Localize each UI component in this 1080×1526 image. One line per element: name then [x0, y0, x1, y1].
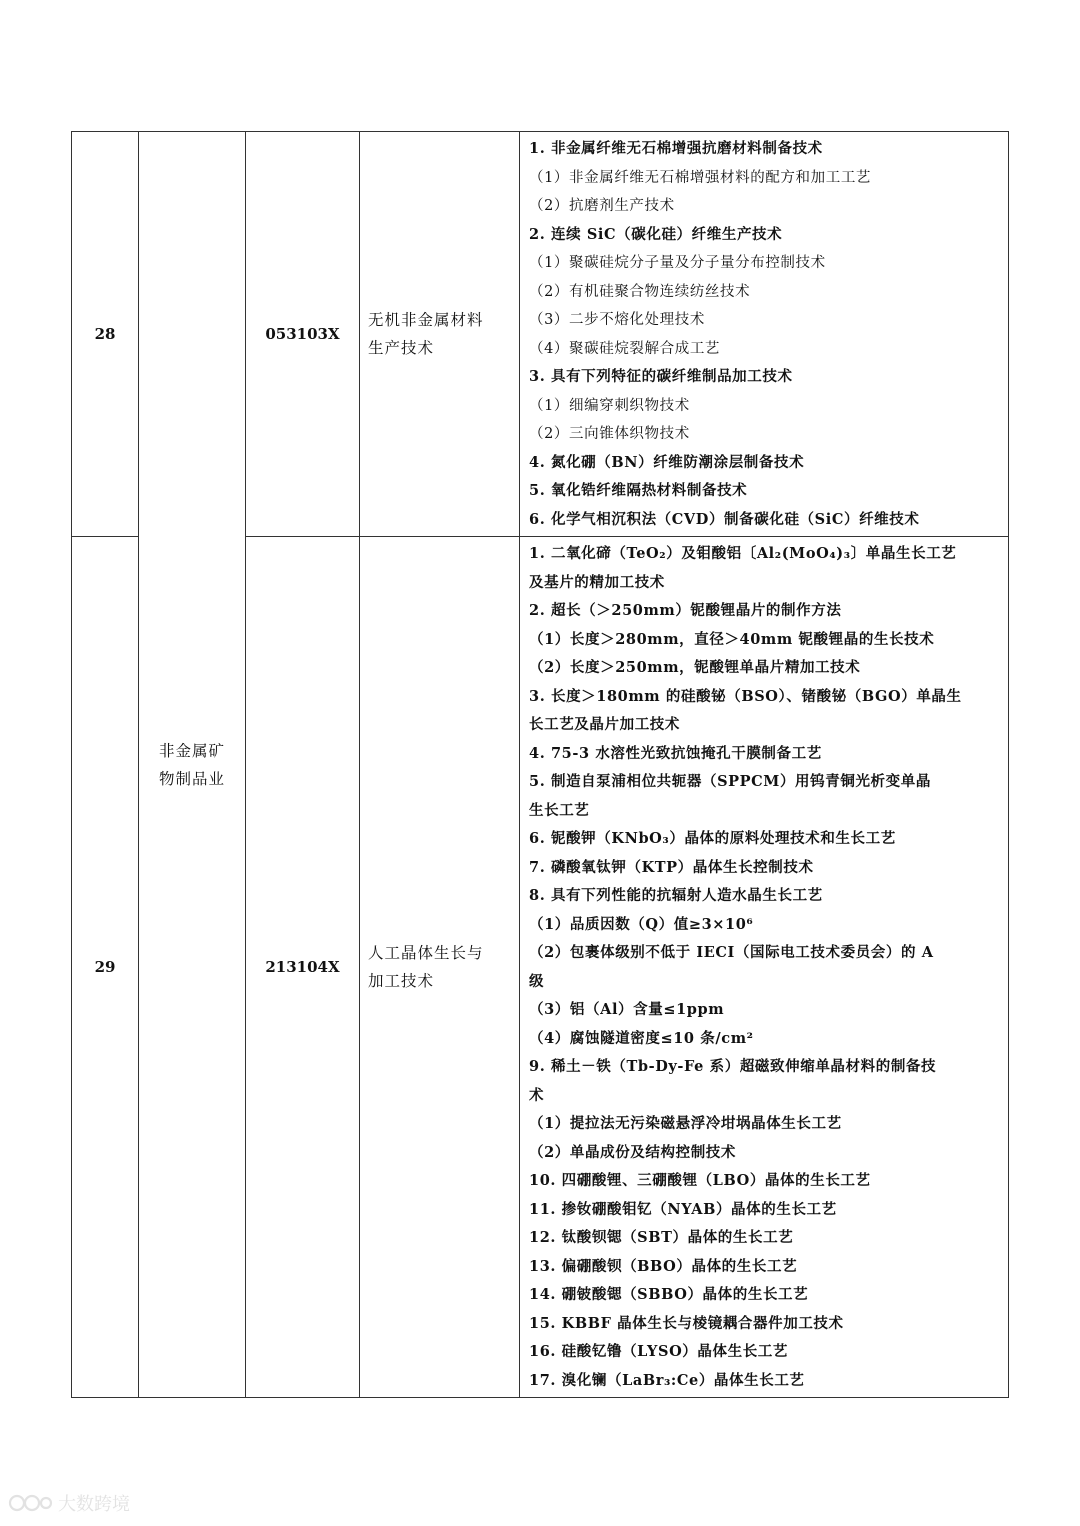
code-cell: 213104X	[246, 537, 360, 1398]
tech-item: 长工艺及晶片加工技术	[529, 716, 680, 733]
tech-item: （1）提拉法无污染磁悬浮冷坩埚晶体生长工艺	[529, 1115, 842, 1132]
tech-item: （2）三向锥体织物技术	[529, 426, 690, 442]
industry-cell	[139, 132, 246, 1398]
tech-item: 1. 二氧化碲（TeO₂）及钼酸铝〔Al₂(MoO₄)₃〕单晶生长工艺	[529, 545, 957, 562]
row-number-cell: 29	[72, 537, 139, 1398]
tech-item: 及基片的精加工技术	[529, 573, 665, 591]
tech-item: 生长工艺	[529, 801, 590, 819]
tech-item: 13. 偏硼酸钡（BBO）晶体的生长工艺	[529, 1257, 798, 1275]
tech-item: （1）长度＞280mm，直径＞40mm 铌酸锂晶的生长技术	[529, 630, 935, 648]
industry-line-2: 物制品业	[159, 769, 226, 788]
tech-name-cell	[360, 537, 520, 1398]
tech-item: 9. 稀土－铁（Tb-Dy-Fe 系）超磁致伸缩单晶材料的制备技	[529, 1058, 937, 1075]
tech-item: 3. 具有下列特征的碳纤维制品加工技术	[529, 368, 793, 385]
tech-name-cell	[360, 132, 520, 537]
tech-item: （1）聚碳硅烷分子量及分子量分布控制技术	[529, 255, 826, 271]
watermark	[8, 1490, 130, 1516]
code-cell: 053103X	[246, 132, 360, 537]
tech-item: 5. 制造自泵浦相位共轭器（SPPCM）用钨青铜光析变单晶	[529, 773, 931, 790]
tech-item: （4）聚碳硅烷裂解合成工艺	[529, 340, 721, 357]
tech-items-list	[520, 537, 1008, 1397]
tech-item: 17. 溴化镧（LaBr₃:Ce）晶体生长工艺	[529, 1371, 805, 1389]
items-cell	[520, 537, 1009, 1398]
tech-item: 1. 非金属纤维无石棉增强抗磨材料制备技术	[529, 140, 823, 157]
tech-item: 7. 磷酸氧钛钾（KTP）晶体生长控制技术	[529, 858, 814, 876]
items-cell	[520, 132, 1009, 537]
tech-item: （1）细编穿刺织物技术	[529, 397, 690, 414]
tech-item: （3）铝（Al）含量≤1ppm	[529, 1001, 725, 1018]
tech-item: 10. 四硼酸锂、三硼酸锂（LBO）晶体的生长工艺	[529, 1172, 871, 1189]
tech-name-line-2: 生产技术	[368, 339, 435, 357]
watermark-logo-icon	[8, 1492, 54, 1514]
tech-item: 术	[529, 1086, 545, 1104]
tech-item: 8. 具有下列性能的抗辐射人造水晶生长工艺	[529, 887, 823, 904]
tech-item: （2）包裹体级别不低于 IECI（国际电工技术委员会）的 A	[529, 944, 934, 961]
tech-item: （2）抗磨剂生产技术	[529, 198, 675, 214]
tech-item: 6. 铌酸钾（KNbO₃）晶体的原料处理技术和生长工艺	[529, 830, 896, 847]
industry-line-1: 非金属矿	[159, 741, 226, 760]
tech-item: 4. 氮化硼（BN）纤维防潮涂层制备技术	[529, 453, 805, 471]
tech-item: 16. 硅酸钇镥（LYSO）晶体生长工艺	[529, 1343, 788, 1360]
tech-name-line-2: 加工技术	[368, 972, 435, 990]
tech-item: 12. 钛酸钡锶（SBT）晶体的生长工艺	[529, 1229, 794, 1246]
tech-name-line-1: 人工晶体生长与	[368, 944, 484, 962]
tech-item: 5. 氧化锆纤维隔热材料制备技术	[529, 482, 748, 499]
tech-item: （1）非金属纤维无石棉增强材料的配方和加工工艺	[529, 169, 872, 186]
tech-item: （3）二步不熔化处理技术	[529, 312, 705, 328]
tech-item: 14. 硼铍酸锶（SBBO）晶体的生长工艺	[529, 1286, 809, 1303]
row-number-cell: 28	[72, 132, 139, 537]
tech-item: 3. 长度＞180mm 的硅酸铋（BSO）、锗酸铋（BGO）单晶生	[529, 687, 962, 705]
table-row-28	[72, 132, 1009, 537]
tech-item: （4）腐蚀隧道密度≤10 条/cm²	[529, 1029, 754, 1047]
tech-item: 6. 化学气相沉积法（CVD）制备碳化硅（SiC）纤维技术	[529, 510, 920, 528]
tech-item: （2）单晶成份及结构控制技术	[529, 1143, 736, 1161]
tech-item: （2）有机硅聚合物连续纺丝技术	[529, 283, 751, 300]
tech-name-line-1: 无机非金属材料	[368, 311, 484, 329]
tech-item: 2. 连续 SiC（碳化硅）纤维生产技术	[529, 225, 783, 243]
document-table	[71, 131, 1009, 1398]
tech-item: 2. 超长（＞250mm）铌酸锂晶片的制作方法	[529, 602, 842, 619]
tech-items-list	[520, 132, 1008, 536]
tech-item: 级	[529, 972, 545, 990]
tech-item: 4. 75-3 水溶性光致抗蚀掩孔干膜制备工艺	[529, 744, 822, 762]
tech-item: （2）长度＞250mm，铌酸锂单晶片精加工技术	[529, 659, 861, 676]
watermark-text: 大数跨境	[58, 1494, 130, 1515]
tech-item: （1）品质因数（Q）值≥3×10⁶	[529, 915, 754, 933]
tech-item: 15. KBBF 晶体生长与棱镜耦合器件加工技术	[529, 1314, 844, 1332]
tech-item: 11. 掺钕硼酸钼钇（NYAB）晶体的生长工艺	[529, 1200, 837, 1218]
